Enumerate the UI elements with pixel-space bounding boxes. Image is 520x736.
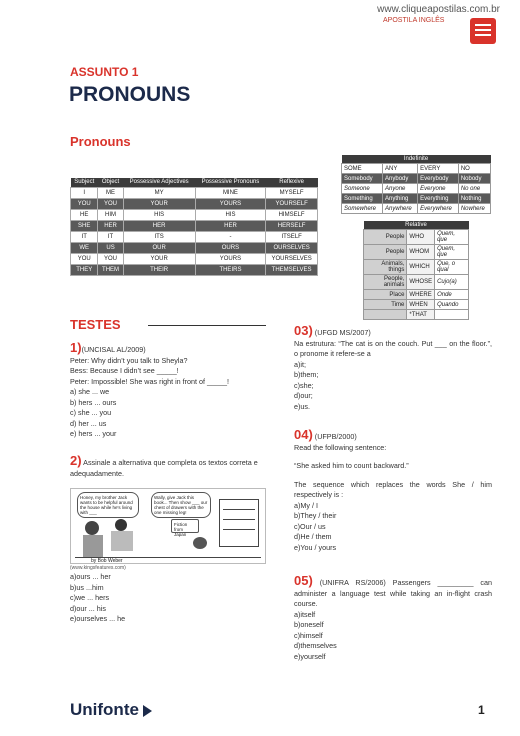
question-text: Assinale a alternativa que completa os textos correta e adequadamente. xyxy=(70,458,258,478)
character-head xyxy=(85,521,99,535)
drawer-line xyxy=(223,519,255,520)
table-row xyxy=(342,204,491,214)
relative-title: Relative xyxy=(364,221,469,230)
table-row xyxy=(342,164,491,174)
table-cell: HER xyxy=(98,221,123,232)
drawer-line xyxy=(223,509,255,510)
option: a)itself xyxy=(294,609,316,619)
table-cell: US xyxy=(98,243,123,254)
table-cell: HER xyxy=(123,221,195,232)
table-cell: ME xyxy=(98,188,123,199)
table-cell: THEM xyxy=(98,265,123,276)
question-text: (UNIFRA RS/2006) Passengers _________ can administer a language test while taking an in-flight crash course. xyxy=(294,578,493,608)
option: a)My / I xyxy=(294,500,318,510)
site-url[interactable]: www.cliqueapostilas.com.br xyxy=(377,4,500,15)
option: e)us. xyxy=(294,401,310,411)
question-2-options xyxy=(70,572,270,625)
column-header: Possessive Adjectives xyxy=(123,178,195,188)
table-row xyxy=(71,243,318,254)
table-cell: OURS xyxy=(195,243,266,254)
column-header: Reflexive xyxy=(266,178,318,188)
drawer-line xyxy=(223,529,255,530)
indefinite-title: Indefinite xyxy=(342,155,491,164)
table-row xyxy=(342,194,491,204)
table-cell: THEIRS xyxy=(195,265,266,276)
option: b)They / their xyxy=(294,511,337,520)
question-source: (UFPB/2000) xyxy=(314,432,357,441)
table-cell: OUR xyxy=(123,243,195,254)
logo-text: Unifonte xyxy=(70,700,139,719)
table-cell: HERSELF xyxy=(266,221,318,232)
table-row xyxy=(71,210,318,221)
table-cell: Que, o qual xyxy=(435,260,469,275)
table-cell: ANY xyxy=(383,164,418,174)
unifonte-logo xyxy=(70,700,152,720)
option: a)it; xyxy=(294,359,306,369)
table-row xyxy=(71,199,318,210)
table-cell: IT xyxy=(71,232,98,243)
table-cell: MYSELF xyxy=(266,188,318,199)
question-5 xyxy=(294,573,493,662)
testes-rule xyxy=(148,325,266,326)
table-cell: Nowhere xyxy=(458,204,490,214)
table-cell: YOU xyxy=(71,199,98,210)
table-cell: Animals, things xyxy=(364,260,407,275)
table-cell: Somebody xyxy=(342,174,383,184)
table-cell: HIMSELF xyxy=(266,210,318,221)
table-cell: SOME xyxy=(342,164,383,174)
table-cell: Everyone xyxy=(418,184,459,194)
table-cell: YOURS xyxy=(195,199,266,210)
column-header: Subject xyxy=(71,178,98,188)
table-cell: YOU xyxy=(71,254,98,265)
column-header: Possessive Pronouns xyxy=(195,178,266,188)
table-cell: I xyxy=(71,188,98,199)
cartoon-image xyxy=(70,488,266,564)
table-row xyxy=(71,265,318,276)
testes-heading: TESTES xyxy=(70,317,121,332)
table-cell: Cujo(a) xyxy=(435,275,469,290)
header-subtitle: APOSTILA INGLÊS xyxy=(383,17,445,24)
table-cell: Time xyxy=(364,300,407,310)
column-header: Object xyxy=(98,178,123,188)
document-icon xyxy=(470,18,496,44)
table-cell: - xyxy=(195,232,266,243)
table-row xyxy=(71,232,318,243)
table-cell: YOU xyxy=(98,254,123,265)
table-row xyxy=(364,245,469,260)
table-cell: WHICH xyxy=(407,260,435,275)
character-body xyxy=(83,535,103,557)
table-cell: THEMSELVES xyxy=(266,265,318,276)
question-source: (UFGD MS/2007) xyxy=(314,328,371,337)
table-cell: Everywhere xyxy=(418,204,459,214)
play-icon xyxy=(143,705,152,717)
table-cell: NO xyxy=(458,164,490,174)
table-cell: People xyxy=(364,230,407,245)
option: c) she ... you xyxy=(70,408,112,417)
table-cell: Quem, que xyxy=(435,245,469,260)
section-title: Pronouns xyxy=(70,134,131,149)
option: b)oneself xyxy=(294,620,324,629)
cartoon-source: (www.kingsfeatures.com) xyxy=(70,565,126,571)
option: a)ours ... her xyxy=(70,572,111,581)
table-cell: YOURSELF xyxy=(266,199,318,210)
question-3 xyxy=(294,323,492,412)
table-cell: WE xyxy=(71,243,98,254)
table-cell: Quando xyxy=(435,300,469,310)
dog xyxy=(193,537,207,549)
question-text: The sequence which replaces the words She / him respectively is : xyxy=(294,479,492,499)
option: c)himself xyxy=(294,630,323,640)
table-row xyxy=(342,174,491,184)
option: c)Our / us xyxy=(294,521,326,531)
table-cell: Something xyxy=(342,194,383,204)
option: b) hers ... ours xyxy=(70,397,117,407)
question-text: Read the following sentence: xyxy=(294,442,387,452)
table-cell: YOU xyxy=(98,199,123,210)
chest-of-drawers xyxy=(219,499,259,547)
table-cell: WHO xyxy=(407,230,435,245)
character-head xyxy=(115,519,127,531)
table-row xyxy=(364,300,469,310)
table-cell: YOUR xyxy=(123,199,195,210)
option: e) hers ... your xyxy=(70,429,117,438)
table-cell: HIS xyxy=(195,210,266,221)
table-cell: HE xyxy=(71,210,98,221)
table-row xyxy=(71,254,318,265)
question-number: 2) xyxy=(70,453,82,468)
table-cell: *THAT xyxy=(407,310,435,320)
question-text: “She asked him to count backward.” xyxy=(294,461,409,470)
question-4 xyxy=(294,427,492,553)
question-line: Peter: Impossible! She was right in front of _____! xyxy=(70,376,230,386)
relative-table xyxy=(363,221,469,320)
table-cell: Everybody xyxy=(418,174,459,184)
table-cell: Somewhere xyxy=(342,204,383,214)
question-text: Na estrutura: “The cat is on the couch. Put ___ on the floor.”, o pronome it refere-se a xyxy=(294,338,492,358)
option: d) her ... us xyxy=(70,418,107,428)
table-row xyxy=(364,310,469,320)
table-cell: YOURSELVES xyxy=(266,254,318,265)
option: d)our ... his xyxy=(70,603,106,613)
table-cell: Anybody xyxy=(383,174,418,184)
option: c)we ... hers xyxy=(70,593,110,602)
question-1 xyxy=(70,340,270,440)
table-cell: Anything xyxy=(383,194,418,204)
option: d)themselves xyxy=(294,641,337,650)
assunto-label: ASSUNTO 1 xyxy=(70,65,139,79)
question-2 xyxy=(70,453,270,479)
table-cell: THEY xyxy=(71,265,98,276)
question-number: 04) xyxy=(294,427,313,442)
table-row xyxy=(342,184,491,194)
cartoon-credit: by Bob Weber xyxy=(91,558,123,564)
table-cell: WHERE xyxy=(407,290,435,300)
table-cell: WHEN xyxy=(407,300,435,310)
table-row xyxy=(71,188,318,199)
page-title: PRONOUNS xyxy=(69,83,191,106)
question-source: (UNCISAL AL/2009) xyxy=(81,345,146,354)
table-cell: Anyone xyxy=(383,184,418,194)
table-cell: People xyxy=(364,245,407,260)
cartoon-bubble: Honey, my brother Jack wants to be helpful around the house while he's living with ___ xyxy=(77,492,139,518)
table-cell: IT xyxy=(98,232,123,243)
table-cell: Anywhere xyxy=(383,204,418,214)
table-cell: MINE xyxy=(195,188,266,199)
option: b)us ...him xyxy=(70,582,104,592)
option: c)she; xyxy=(294,380,314,390)
option: a) she ... we xyxy=(70,387,110,396)
cartoon-bubble: Wally, give Jack this book... Then show ___ our chest of drawers with the one missing leg! xyxy=(151,492,211,518)
pronoun-table xyxy=(70,178,318,276)
option: e)yourself xyxy=(294,651,326,661)
table-cell: WHOSE xyxy=(407,275,435,290)
table-cell: YOUR xyxy=(123,254,195,265)
table-cell xyxy=(364,310,407,320)
table-cell: No one xyxy=(458,184,490,194)
table-cell: SHE xyxy=(71,221,98,232)
table-cell: ITSELF xyxy=(266,232,318,243)
option: d)our; xyxy=(294,391,313,400)
table-cell: YOURS xyxy=(195,254,266,265)
table-row xyxy=(364,260,469,275)
table-cell: ITS xyxy=(123,232,195,243)
question-line: Bess: Because I didn’t see _____! xyxy=(70,366,179,375)
question-line: Peter: Why didn’t you talk to Sheyla? xyxy=(70,355,188,365)
table-cell: EVERY xyxy=(418,164,459,174)
table-cell: WHOM xyxy=(407,245,435,260)
table-row xyxy=(364,275,469,290)
table-cell: THEIR xyxy=(123,265,195,276)
table-row xyxy=(71,221,318,232)
table-cell: Onde xyxy=(435,290,469,300)
option: e)ourselves ... he xyxy=(70,614,126,623)
question-number: 03) xyxy=(294,323,313,338)
table-row xyxy=(364,230,469,245)
character-body xyxy=(111,531,133,551)
option: b)them; xyxy=(294,370,319,379)
table-cell: MY xyxy=(123,188,195,199)
table-cell: HER xyxy=(195,221,266,232)
question-number: 1) xyxy=(70,340,82,355)
table-cell: OURSELVES xyxy=(266,243,318,254)
table-row xyxy=(364,290,469,300)
table-cell: Quem, que xyxy=(435,230,469,245)
table-cell: HIM xyxy=(98,210,123,221)
option: e)You / yours xyxy=(294,542,337,552)
table-cell: People, animals xyxy=(364,275,407,290)
page-number: 1 xyxy=(478,703,485,717)
table-cell: Someone xyxy=(342,184,383,194)
option: d)He / them xyxy=(294,532,332,541)
table-cell xyxy=(435,310,469,320)
table-cell: Everything xyxy=(418,194,459,204)
cartoon-book: Fiction from Japan xyxy=(171,519,199,533)
question-number: 05) xyxy=(294,573,313,588)
indefinite-table xyxy=(341,155,491,214)
table-cell: Nothing xyxy=(458,194,490,204)
table-cell: Place xyxy=(364,290,407,300)
table-cell: Nobody xyxy=(458,174,490,184)
table-cell: HIS xyxy=(123,210,195,221)
